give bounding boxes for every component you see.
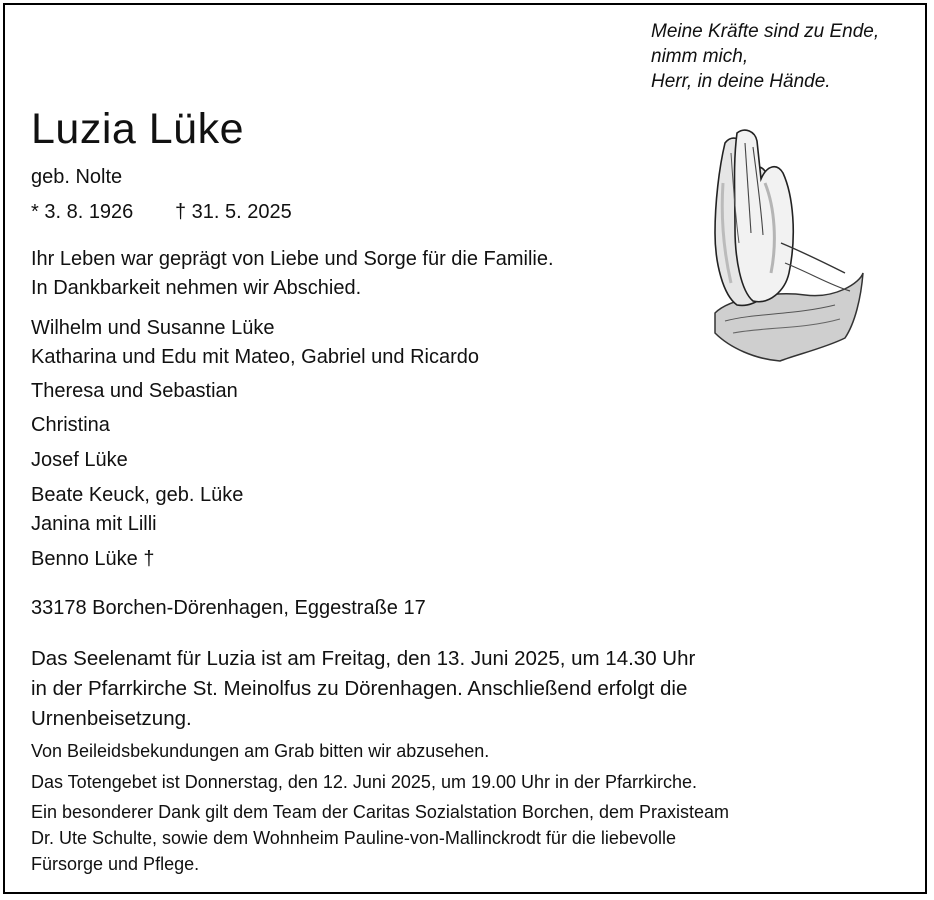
mourner-6: Beate Keuck, geb. Lüke [31,484,244,506]
death-date: † 31. 5. 2025 [175,201,292,223]
thanks-line-2: Dr. Ute Schulte, sowie dem Wohnheim Pauline-von-Mallinckrodt für die liebevolle [31,828,676,848]
praying-hands-icon [685,123,865,363]
service-line-3: Urnenbeisetzung. [31,707,192,730]
mourner-5: Josef Lüke [31,449,128,471]
tribute-line-2: In Dankbarkeit nehmen wir Abschied. [31,277,362,299]
mourner-1: Wilhelm und Susanne Lüke [31,317,275,339]
thanks-line-3: Fürsorge und Pflege. [31,854,200,874]
service-line-2: in der Pfarrkirche St. Meinolfus zu Dörenhagen. Anschließend erfolgt die [31,677,688,700]
address: 33178 Borchen-Dörenhagen, Eggestraße 17 [31,597,426,619]
mourner-2: Katharina und Edu mit Mateo, Gabriel und Ricardo [31,346,480,368]
service-line-1: Das Seelenamt für Luzia ist am Freitag, den 13. Juni 2025, um 14.30 Uhr [31,647,696,670]
mourner-3: Theresa und Sebastian [31,380,238,402]
mourner-7: Janina mit Lilli [31,513,157,535]
condolences-note: Von Beileidsbekundungen am Grab bitten wir abzusehen. [31,741,490,761]
verse-line-3: Herr, in deine Hände. [651,71,831,92]
mourner-4: Christina [31,414,110,436]
verse-line-1: Meine Kräfte sind zu Ende, [651,21,880,42]
obituary-notice [3,3,927,894]
verse-quote [651,19,879,94]
verse-line-2: nimm mich, [651,46,749,67]
birth-date: * 3. 8. 1926 [31,201,134,223]
tribute-line-1: Ihr Leben war geprägt von Liebe und Sorge für die Familie. [31,248,554,270]
birth-name: geb. Nolte [31,166,123,188]
mourner-8: Benno Lüke † [31,548,155,570]
prayer-note: Das Totengebet ist Donnerstag, den 12. Juni 2025, um 19.00 Uhr in der Pfarrkirche. [31,772,698,792]
thanks-line-1: Ein besonderer Dank gilt dem Team der Caritas Sozialstation Borchen, dem Praxisteam [31,802,730,822]
deceased-name: Luzia Lüke [31,105,244,153]
